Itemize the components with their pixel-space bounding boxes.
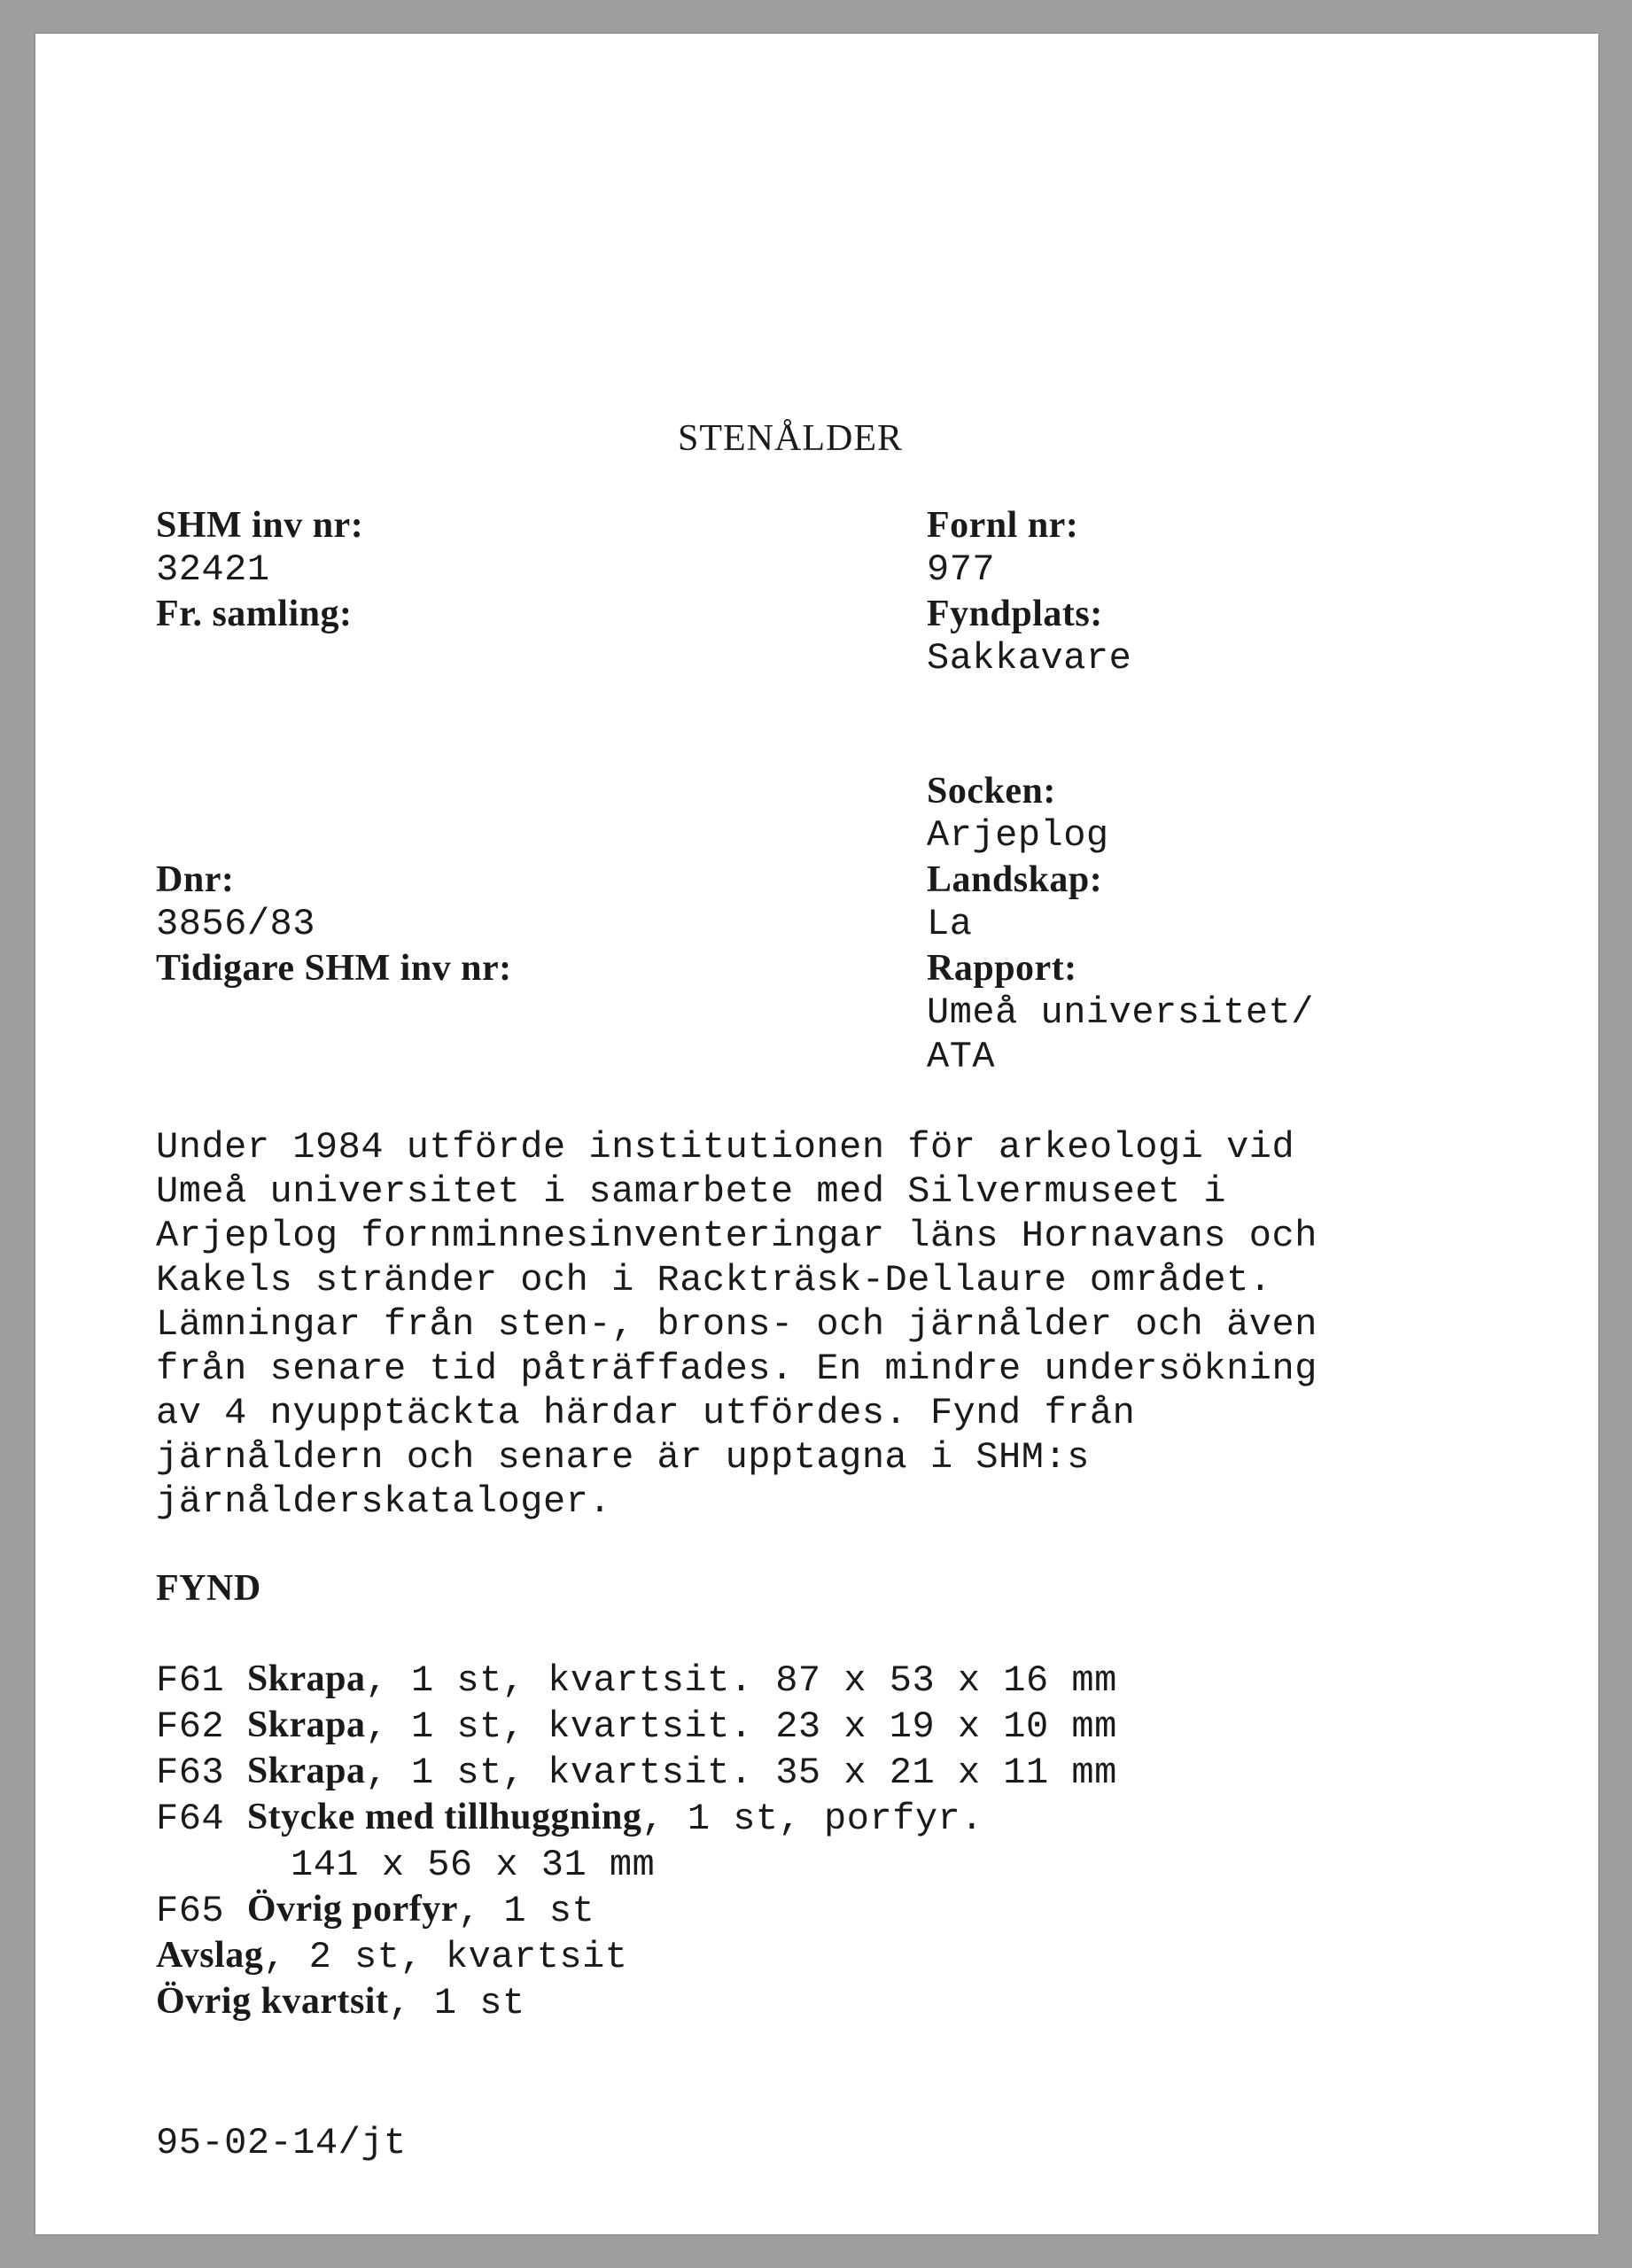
find-row xyxy=(156,1933,1117,1979)
fornl-nr-label: Fornl nr: xyxy=(927,505,1079,546)
find-name: Skrapa xyxy=(246,1658,366,1699)
find-row xyxy=(156,1749,1117,1795)
paragraph-line: Lämningar från sten-, brons- och järnålder och även xyxy=(156,1303,1317,1346)
paragraph-line: av 4 nyupptäckta härdar utfördes. Fynd från xyxy=(156,1392,1136,1434)
tidigare-shm-label: Tidigare SHM inv nr: xyxy=(156,948,512,989)
find-code: F61 xyxy=(156,1659,247,1702)
find-row-continuation xyxy=(156,1841,1117,1887)
find-code: F65 xyxy=(156,1890,247,1932)
paragraph-line: Under 1984 utförde institutionen för arkeologi vid xyxy=(156,1126,1295,1169)
find-details: , 1 st, kvartsit. 23 x 19 x 10 mm xyxy=(365,1705,1117,1748)
rapport-value-line-2: ATA xyxy=(927,1036,996,1078)
fornl-nr-value: 977 xyxy=(927,548,996,591)
dnr-label: Dnr: xyxy=(156,859,235,900)
landskap-value: La xyxy=(927,903,973,945)
finds-list xyxy=(156,1657,1117,2025)
find-code: F63 xyxy=(156,1751,247,1794)
find-row xyxy=(156,1979,1117,2025)
find-details: , 1 st, kvartsit. 87 x 53 x 16 mm xyxy=(365,1659,1117,1702)
paragraph-line: järnåldern och senare är upptagna i SHM:s xyxy=(156,1436,1090,1479)
find-name: Avslag xyxy=(156,1935,264,1976)
find-row xyxy=(156,1703,1117,1749)
shm-inv-value: 32421 xyxy=(156,548,270,591)
find-code: F62 xyxy=(156,1705,247,1748)
rapport-value-line-1: Umeå universitet/ xyxy=(927,991,1314,1034)
shm-inv-label: SHM inv nr: xyxy=(156,505,364,546)
find-name: Övrig kvartsit xyxy=(156,1981,389,2022)
landskap-label: Landskap: xyxy=(927,859,1103,900)
find-row xyxy=(156,1887,1117,1933)
find-name: Övrig porfyr xyxy=(246,1889,458,1930)
paragraph-line: Arjeplog fornminnesinventeringar läns Hornavans och xyxy=(156,1215,1317,1257)
find-row xyxy=(156,1657,1117,1703)
rapport-label: Rapport: xyxy=(927,948,1077,989)
socken-value: Arjeplog xyxy=(927,814,1109,857)
paragraph-line: Kakels stränder och i Rackträsk-Dellaure området. xyxy=(156,1259,1272,1301)
catalog-card xyxy=(35,34,1598,2234)
footer-date-initials: 95-02-14/jt xyxy=(156,2122,407,2164)
find-name: Skrapa xyxy=(246,1705,366,1745)
find-details: , 1 st xyxy=(457,1890,595,1932)
find-row xyxy=(156,1795,1117,1841)
fyndplats-label: Fyndplats: xyxy=(927,594,1103,634)
socken-label: Socken: xyxy=(927,771,1056,812)
find-details: , 2 st, kvartsit xyxy=(263,1936,628,1978)
find-details: , 1 st, porfyr. xyxy=(641,1798,983,1840)
find-name: Stycke med tillhuggning xyxy=(246,1797,642,1837)
page-title: STENÅLDER xyxy=(678,418,903,459)
dnr-value: 3856/83 xyxy=(156,903,315,945)
find-details: , 1 st, kvartsit. 35 x 21 x 11 mm xyxy=(365,1751,1117,1794)
description-paragraph xyxy=(156,1125,1538,1524)
fyndplats-value: Sakkavare xyxy=(927,637,1132,680)
paragraph-line: från senare tid påträffades. En mindre undersökning xyxy=(156,1348,1317,1390)
find-name: Skrapa xyxy=(246,1751,366,1791)
fr-samling-label: Fr. samling: xyxy=(156,594,353,634)
paragraph-line: järnålderskataloger. xyxy=(156,1480,612,1523)
paragraph-line: Umeå universitet i samarbete med Silvermuseet i xyxy=(156,1170,1227,1213)
fynd-heading: FYND xyxy=(156,1568,261,1609)
find-details: 141 x 56 x 31 mm xyxy=(291,1844,656,1886)
find-details: , 1 st xyxy=(388,1982,525,2024)
find-code: F64 xyxy=(156,1798,247,1840)
